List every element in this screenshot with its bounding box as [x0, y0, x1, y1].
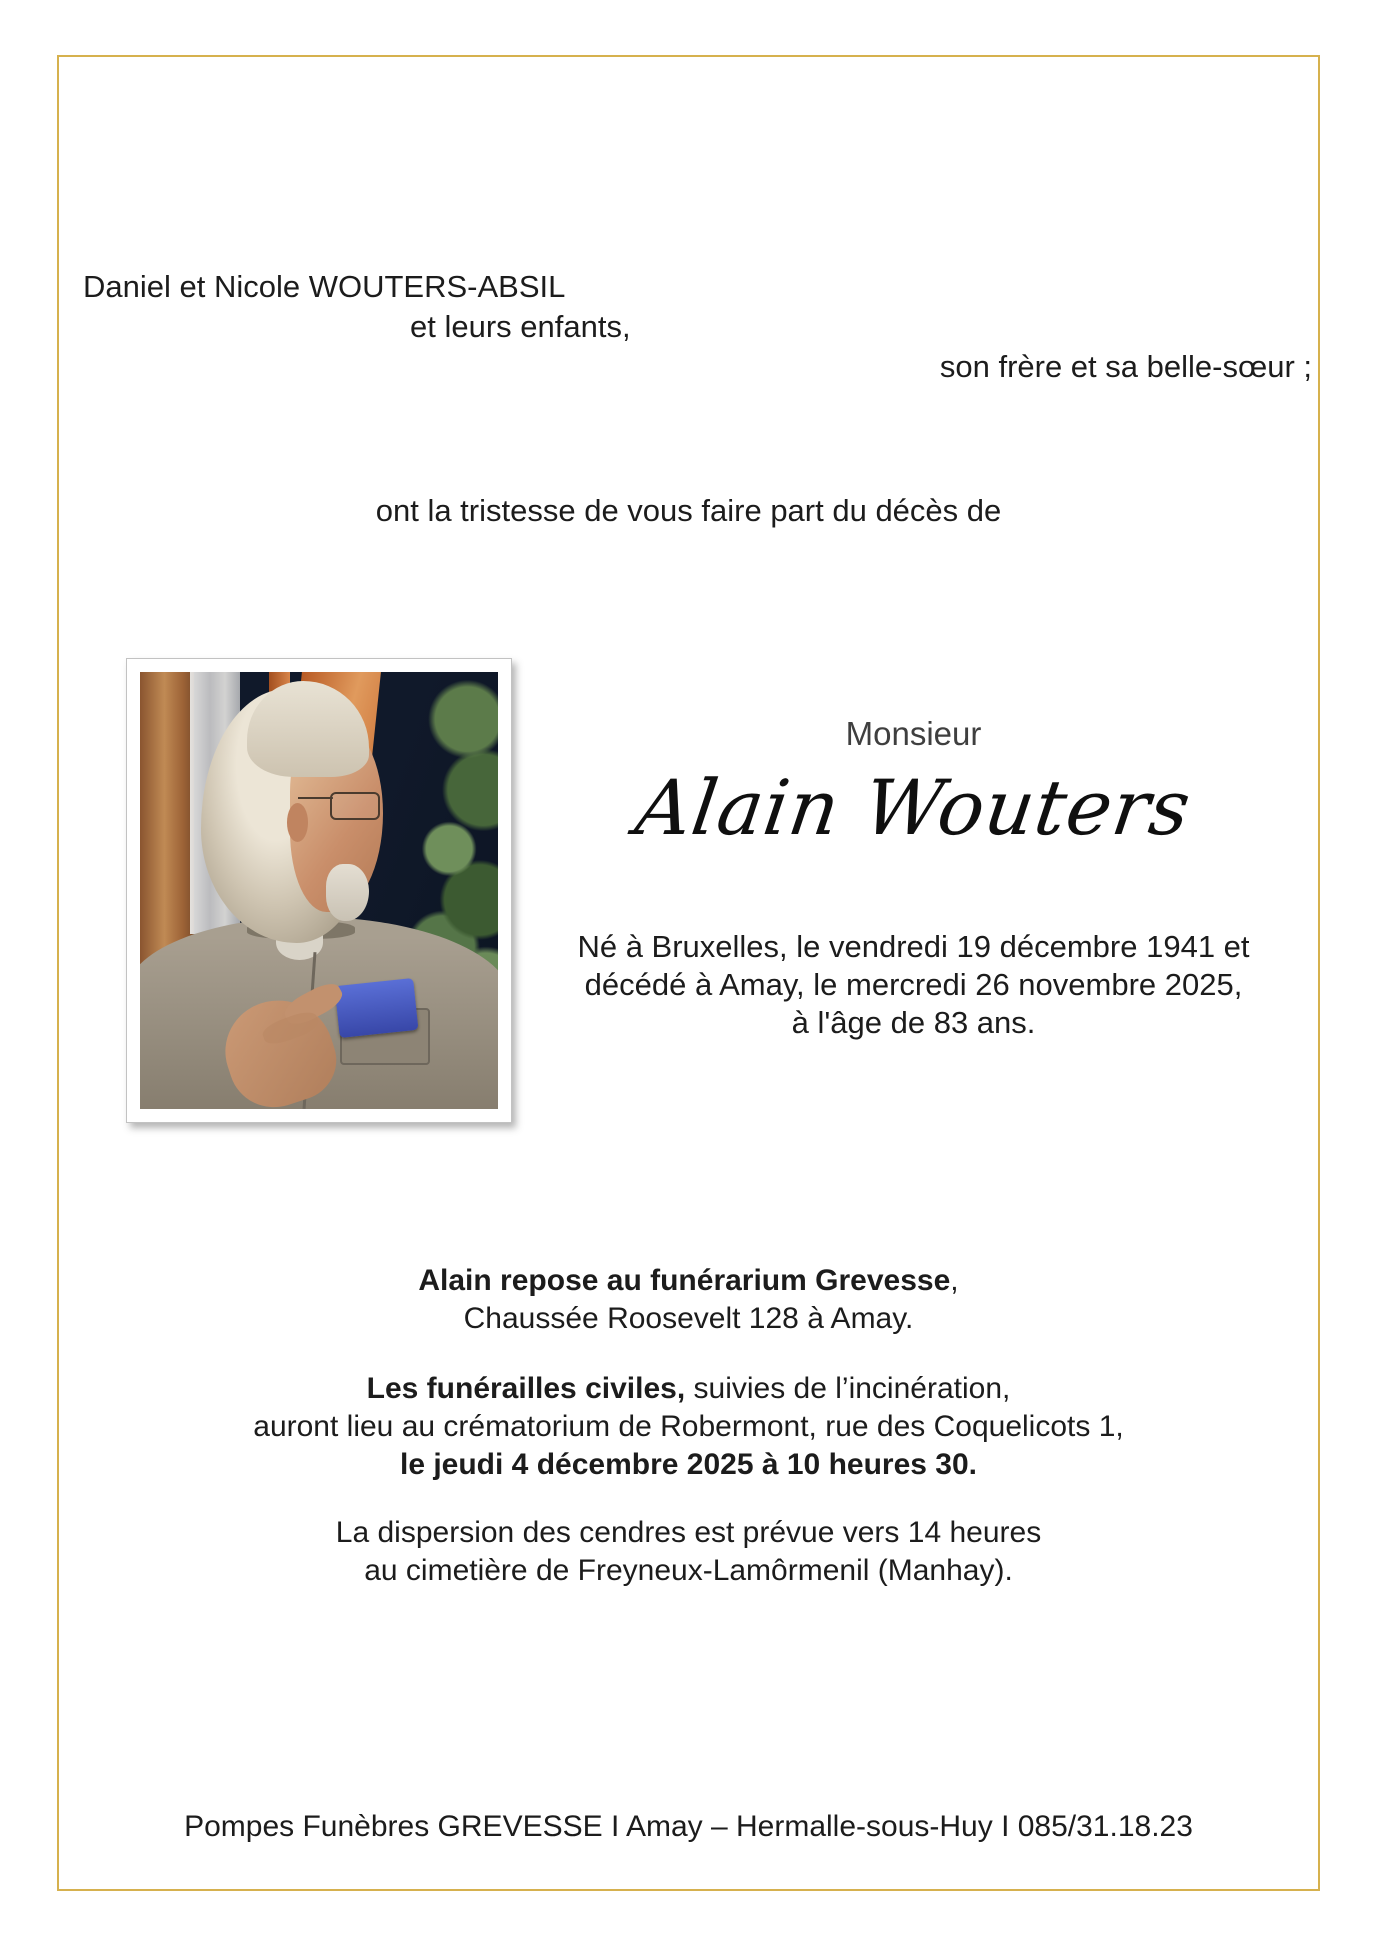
ceremony-line-2: auront lieu au crématorium de Robermont, rue des Coquelicots 1,: [253, 1410, 1124, 1443]
deceased-title: Monsieur: [845, 715, 982, 752]
dispersion-line-2: au cimetière de Freyneux-Lamôrmenil (Manhay).: [364, 1554, 1013, 1587]
portrait-photo: [126, 658, 512, 1123]
death-line: décédé à Amay, le mercredi 26 novembre 2025,: [584, 967, 1243, 1002]
portrait-goatee: [326, 864, 369, 921]
ceremony-bold: Les funérailles civiles,: [366, 1372, 686, 1405]
announcement-line: ont la tristesse de vous faire part du décès de: [375, 493, 1002, 528]
portrait-photo-scene: [140, 672, 498, 1109]
life-details: [505, 928, 1322, 1042]
age-line: à l'âge de 83 ans.: [791, 1005, 1036, 1040]
deceased-name: Alain Wouters: [630, 763, 1197, 852]
ceremony-paragraph: [57, 1370, 1320, 1484]
dispersion-line-1: La dispersion des cendres est prévue vers 14 heures: [335, 1516, 1042, 1549]
portrait-blue-object: [334, 978, 418, 1038]
family-names-line: Daniel et Nicole WOUTERS-ABSIL: [83, 269, 566, 304]
dispersion-paragraph: [57, 1514, 1320, 1590]
family-relation-line: son frère et sa belle-sœur ;: [939, 349, 1312, 384]
ceremony-date-bold: le jeudi 4 décembre 2025 à 10 heures 30.: [399, 1448, 977, 1481]
ceremony-line-1: [57, 1370, 1320, 1408]
portrait-glasses: [330, 792, 381, 820]
repose-paragraph: [57, 1262, 1320, 1338]
repose-bold: Alain repose au funérarium Grevesse: [418, 1264, 951, 1297]
ceremony-line-3: [57, 1446, 1320, 1484]
repose-line-1: [57, 1262, 1320, 1300]
portrait-glasses-arm: [298, 797, 334, 799]
family-children-line: et leurs enfants,: [410, 309, 631, 344]
funeral-home-footer: Pompes Funèbres GREVESSE I Amay – Hermalle-sous-Huy I 085/31.18.23: [184, 1810, 1193, 1843]
repose-tail: ,: [950, 1264, 959, 1297]
repose-line-2: Chaussée Roosevelt 128 à Amay.: [463, 1302, 914, 1335]
birth-line: Né à Bruxelles, le vendredi 19 décembre 1941 et: [577, 929, 1250, 964]
ceremony-tail: suivies de l’incinération,: [685, 1372, 1011, 1405]
